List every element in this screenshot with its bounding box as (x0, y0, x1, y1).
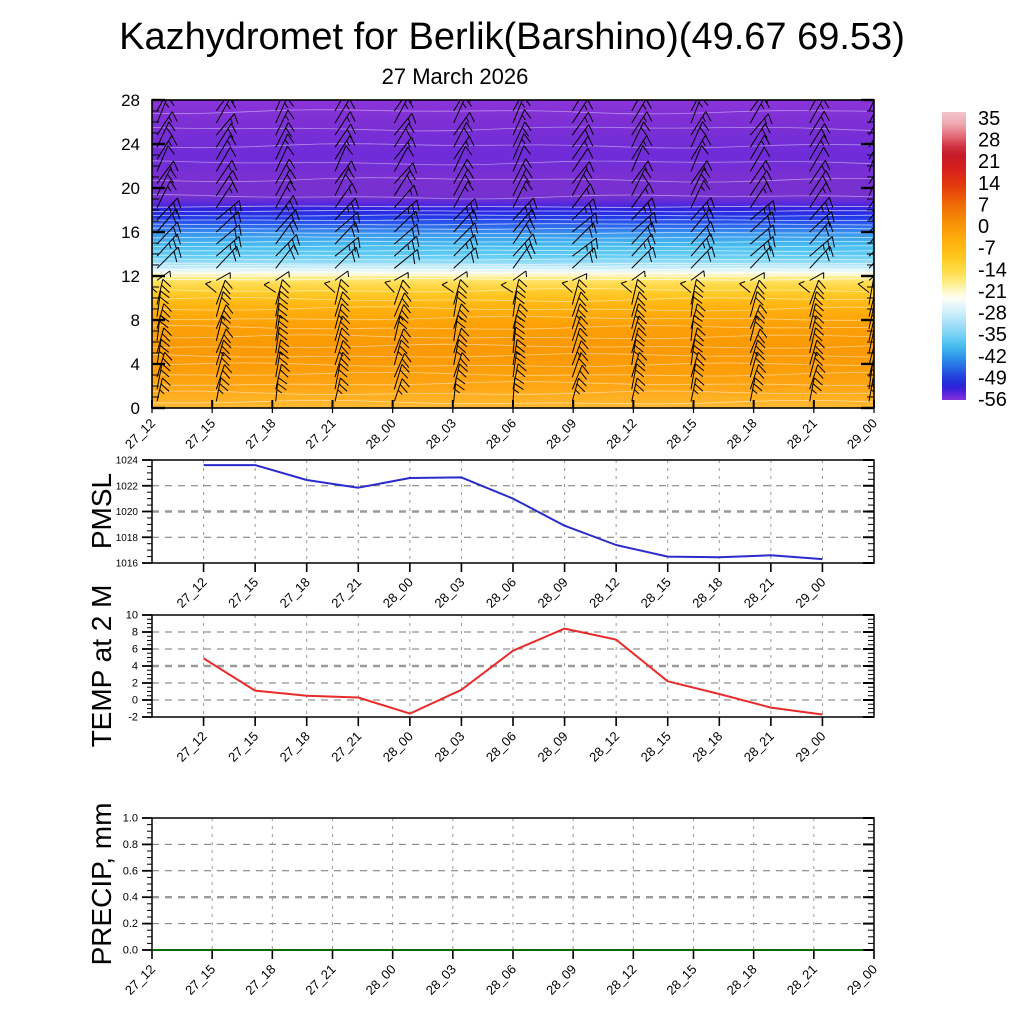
x-tick-label (741, 729, 777, 765)
tick-label: 0.4 (122, 891, 138, 904)
tick-label: 20 (121, 179, 140, 198)
tick-label: 7 (978, 194, 990, 217)
tick-label: 28_09 (534, 728, 571, 765)
axes (126, 610, 874, 727)
tick-label: 0.0 (122, 944, 138, 957)
tick-label: 28_03 (422, 415, 459, 452)
tick-label: 28_06 (482, 961, 520, 998)
x-tick-label (182, 416, 218, 452)
x-tick-label (328, 575, 364, 611)
tick-label: 10 (125, 609, 138, 622)
page-title: Kazhydromet for Berlik(Barshino)(49.67 69.53) (119, 16, 905, 58)
x-tick-label (242, 416, 278, 452)
x-tick-label (242, 962, 278, 998)
x-tick-label (844, 962, 880, 998)
tick-label: -21 (978, 280, 1007, 303)
tick-label: 28_15 (663, 415, 700, 452)
tick-label: 27_21 (328, 574, 365, 611)
tick-label: 27_18 (276, 574, 313, 611)
tick-label: 12 (121, 267, 140, 286)
x-tick-label (328, 729, 364, 765)
tick-label: 4 (131, 660, 138, 673)
x-tick-label (844, 416, 880, 452)
gridlines (152, 460, 874, 563)
x-tick-label (225, 575, 261, 611)
tick-label: 14 (978, 172, 1001, 195)
x-tick-label (483, 729, 519, 765)
tick-label: 4 (130, 355, 140, 374)
tick-label: 28_03 (431, 574, 468, 611)
tick-label: 0 (978, 216, 990, 239)
tick-label: 28_12 (603, 415, 640, 452)
tick-label: -49 (978, 367, 1007, 390)
tick-label: 27_18 (242, 415, 279, 452)
x-tick-label (277, 575, 313, 611)
tick-label: 28_18 (689, 574, 726, 611)
x-tick-label (122, 962, 158, 998)
tick-label: 8 (131, 626, 138, 639)
x-tick-label (784, 416, 820, 452)
x-tick-label (174, 575, 210, 611)
tick-label: -42 (978, 345, 1007, 368)
tick-label: 28_12 (603, 961, 640, 998)
tick-label: 0.6 (122, 865, 138, 878)
tick-label: 28_18 (689, 728, 726, 765)
x-tick-label (543, 416, 579, 452)
tick-label: 28_15 (663, 961, 700, 998)
x-labels (174, 729, 829, 765)
x-tick-label (638, 729, 674, 765)
tick-label: 29_00 (792, 574, 829, 611)
tick-label: 29_00 (792, 728, 829, 765)
tick-label: 28_12 (586, 574, 623, 611)
x-tick-label (724, 416, 760, 452)
x-labels (174, 575, 829, 611)
tick-label: 27_12 (121, 415, 159, 452)
tick-label: 27_18 (242, 961, 279, 998)
tick-label: 28_00 (379, 728, 416, 765)
tick-label: 28 (121, 91, 140, 110)
tick-label: 27_15 (182, 415, 219, 452)
gridlines (152, 615, 874, 717)
tick-label: 0 (130, 399, 140, 418)
tick-label: 28_18 (723, 415, 760, 452)
tick-label: 29_00 (843, 415, 881, 452)
pmsl-panel (116, 456, 874, 611)
tick-label: 28_09 (543, 415, 580, 452)
tick-label: 28_00 (362, 415, 399, 452)
tick-label: 21 (978, 151, 1001, 174)
tick-label: 27_12 (173, 728, 210, 765)
x-tick-label (535, 575, 571, 611)
pmsl-axis-title: PMSL (86, 472, 117, 550)
tick-label: 27_21 (302, 415, 339, 452)
x-tick-label (689, 729, 725, 765)
x-tick-label (380, 729, 416, 765)
tick-label: 28_06 (482, 574, 520, 611)
tick-label: 28_06 (482, 728, 520, 765)
temperature-height-panel (121, 85, 894, 452)
x-tick-label (363, 962, 399, 998)
precip-axis-title: PRECIP, mm (86, 802, 117, 966)
x-tick-label (543, 962, 579, 998)
tick-label: 28_21 (783, 415, 820, 452)
tick-label: 0.2 (122, 918, 138, 931)
x-tick-label (483, 416, 519, 452)
tick-label: 28_09 (543, 961, 580, 998)
tick-label: 28_03 (431, 728, 468, 765)
tick-label: 1024 (115, 455, 138, 467)
x-tick-label (603, 962, 639, 998)
tick-label: 28_00 (362, 961, 399, 998)
tick-label: 28_21 (783, 961, 820, 998)
x-tick-label (122, 416, 158, 452)
tick-label: 28_03 (422, 961, 459, 998)
x-tick-label (182, 962, 218, 998)
tick-label: -56 (978, 389, 1007, 411)
x-tick-label (302, 962, 338, 998)
tick-label: -2 (128, 711, 138, 724)
x-tick-label (535, 729, 571, 765)
tick-label: 0.8 (122, 838, 138, 851)
x-tick-label (363, 416, 399, 452)
tick-label: 28_15 (637, 728, 674, 765)
x-tick-label (431, 575, 467, 611)
x-labels (122, 962, 880, 998)
temp-axis-title: TEMP at 2 M (86, 584, 117, 748)
x-tick-label (792, 729, 828, 765)
tick-label: 1020 (115, 507, 138, 518)
tick-label: 27_18 (276, 728, 313, 765)
colorbar-labels (978, 108, 1007, 411)
tick-label: 28_00 (379, 574, 416, 611)
top-panel-x-labels (122, 416, 880, 452)
x-tick-label (431, 729, 467, 765)
x-tick-label (586, 575, 622, 611)
x-tick-label (302, 416, 338, 452)
x-tick-label (724, 962, 760, 998)
x-tick-label (380, 575, 416, 611)
tick-label: 27_21 (328, 728, 365, 765)
axes (123, 813, 874, 960)
x-tick-label (689, 575, 725, 611)
tick-label: -28 (978, 302, 1007, 325)
x-tick-label (663, 962, 699, 998)
tick-label: 2 (131, 677, 138, 690)
tick-label: 28_21 (740, 574, 777, 611)
x-tick-label (174, 729, 210, 765)
tick-label: 27_15 (182, 961, 219, 998)
x-tick-label (423, 962, 459, 998)
x-tick-label (586, 729, 622, 765)
tick-label: 24 (121, 135, 140, 154)
tick-label: 27_21 (302, 961, 339, 998)
x-tick-label (225, 729, 261, 765)
tick-label: 8 (130, 311, 140, 330)
date-subtitle: 27 March 2026 (381, 64, 529, 89)
axes (116, 456, 874, 573)
tick-label: 0 (131, 694, 138, 707)
tick-label: 27_15 (225, 574, 262, 611)
tick-label: -35 (978, 324, 1007, 347)
tick-label: 28 (978, 129, 1001, 152)
tick-label: 1022 (115, 481, 138, 493)
precip-mm-panel (122, 813, 880, 998)
x-tick-label (277, 729, 313, 765)
x-tick-label (663, 416, 699, 452)
gridlines (152, 818, 874, 950)
x-tick-label (603, 416, 639, 452)
tick-label: 1.0 (122, 812, 138, 825)
tick-label: 27_15 (225, 728, 262, 765)
tick-label: 16 (121, 223, 140, 242)
tick-label: -14 (978, 259, 1007, 282)
x-tick-label (792, 575, 828, 611)
colorbar (942, 108, 1007, 411)
temp-at-2-m-panel (126, 610, 874, 765)
tick-label: 27_12 (121, 961, 159, 998)
tick-label: 28_06 (482, 415, 520, 452)
tick-label: 28_18 (723, 961, 760, 998)
colorbar-gradient (942, 112, 966, 400)
tick-label: 6 (131, 643, 138, 656)
tick-label: -7 (978, 237, 996, 260)
x-tick-label (638, 575, 674, 611)
tick-label: 28_12 (586, 728, 623, 765)
tick-label: 27_12 (173, 574, 210, 611)
x-tick-label (483, 575, 519, 611)
x-tick-label (423, 416, 459, 452)
tick-label: 1016 (115, 558, 138, 570)
tick-label: 28_15 (637, 574, 674, 611)
tick-label: 35 (978, 108, 1001, 130)
tick-label: 29_00 (843, 961, 881, 998)
x-tick-label (784, 962, 820, 998)
tick-label: 28_09 (534, 574, 571, 611)
x-tick-label (741, 575, 777, 611)
tick-label: 1018 (115, 532, 138, 544)
x-tick-label (483, 962, 519, 998)
tick-label: 28_21 (740, 728, 777, 765)
